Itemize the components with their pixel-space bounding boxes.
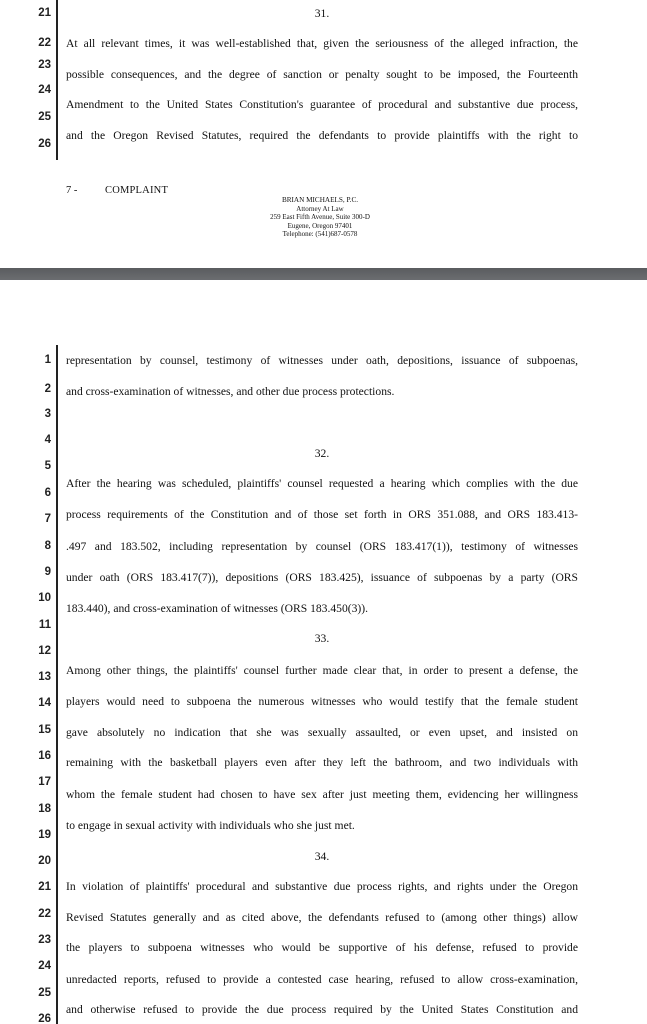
firm-block xyxy=(200,196,440,239)
line-number: 25 xyxy=(38,987,51,999)
line-number: 4 xyxy=(44,434,51,446)
text-line: under oath (ORS 183.417(7)), depositions (ORS 183.425), issuance of subpoenas by a party (ORS xyxy=(66,571,578,584)
left-margin-rule xyxy=(56,0,58,160)
paragraph-number: 33. xyxy=(314,632,330,645)
text-line: After the hearing was scheduled, plaintiffs' counsel requested a hearing which complies with the due xyxy=(66,477,578,490)
firm-city: Eugene, Oregon 97401 xyxy=(287,221,353,230)
paragraph-number: 32. xyxy=(314,447,330,460)
line-number: 20 xyxy=(38,855,51,867)
line-number: 19 xyxy=(38,829,51,841)
text-line: and the Oregon Revised Statutes, required the defendants to provide plaintiffs with the right to xyxy=(66,129,578,142)
line-number: 24 xyxy=(38,960,51,972)
line-number: 1 xyxy=(44,354,51,366)
line-number: 6 xyxy=(44,487,51,499)
line-number: 14 xyxy=(38,697,51,709)
text-line: players would need to subpoena the numerous witnesses who would testify that the female student xyxy=(66,695,578,708)
text-line: Among other things, the plaintiffs' counsel further made clear that, in order to present a defense, the xyxy=(66,664,578,677)
text-line: Amendment to the United States Constitution's guarantee of procedural and substantive due process, xyxy=(66,98,578,111)
firm-telephone: Telephone: (541)687-0578 xyxy=(282,230,358,239)
text-line: the players to subpoena witnesses who would be supportive of his defense, refused to provide xyxy=(66,941,578,954)
line-number: 11 xyxy=(38,619,51,631)
line-number: 26 xyxy=(38,138,51,150)
text-line: In violation of plaintiffs' procedural and substantive due process rights, and rights under the Oregon xyxy=(66,880,578,893)
text-line: At all relevant times, it was well-established that, given the seriousness of the alleged infraction, the xyxy=(66,37,578,50)
firm-name: BRIAN MICHAELS, P.C. xyxy=(281,196,359,204)
line-number: 16 xyxy=(38,750,51,762)
firm-address: 259 East Fifth Avenue, Suite 300-D xyxy=(270,213,370,222)
text-line: representation by counsel, testimony of witnesses under oath, depositions, issuance of subpoenas, xyxy=(66,354,578,367)
footer-page-number: 7 - xyxy=(66,185,78,196)
line-number: 24 xyxy=(38,84,51,96)
document-page-bottom xyxy=(0,280,647,1024)
page-separator xyxy=(0,268,647,280)
firm-title: Attorney At Law xyxy=(296,204,344,213)
line-number: 17 xyxy=(38,776,51,788)
line-number: 21 xyxy=(38,881,51,893)
line-number: 22 xyxy=(38,908,51,920)
line-number: 3 xyxy=(44,408,51,420)
text-line: 183.440), and cross-examination of witnesses (ORS 183.450(3)). xyxy=(66,602,369,615)
line-number: 2 xyxy=(44,383,51,395)
text-line: remaining with the basketball players even after they left the bathroom, and two individuals with xyxy=(66,756,578,769)
text-line: possible consequences, and the degree of sanction or penalty sought to be imposed, the Fourteenth xyxy=(66,68,578,81)
footer-label: COMPLAINT xyxy=(105,185,169,196)
document-page-top xyxy=(0,0,647,268)
text-line: and otherwise refused to provide the due process required by the United States Constitution and xyxy=(66,1003,578,1016)
text-line: process requirements of the Constitution and of those set forth in ORS 351.088, and ORS 183.413- xyxy=(66,508,578,521)
text-line: .497 and 183.502, including representation by counsel (ORS 183.417(1)), testimony of witnesses xyxy=(66,540,578,553)
text-line: to engage in sexual activity with individuals who she just met. xyxy=(66,819,355,832)
line-number: 18 xyxy=(38,803,51,815)
line-number: 25 xyxy=(38,111,51,123)
text-line: and cross-examination of witnesses, and other due process protections. xyxy=(66,385,395,398)
line-number: 23 xyxy=(38,59,51,71)
line-number: 26 xyxy=(38,1013,51,1024)
paragraph-number: 31. xyxy=(314,7,330,20)
text-line: unredacted reports, refused to provide a contested case hearing, refused to allow cross-examination, xyxy=(66,973,578,986)
paragraph-number: 34. xyxy=(314,850,330,863)
line-number: 22 xyxy=(38,37,51,49)
line-number: 8 xyxy=(44,540,51,552)
left-margin-rule xyxy=(56,345,58,1024)
line-number: 7 xyxy=(44,513,51,525)
line-number: 10 xyxy=(38,592,51,604)
text-line: whom the female student had chosen to have sex after just meeting them, evidencing her willingness xyxy=(66,788,578,801)
line-number: 13 xyxy=(38,671,51,683)
line-number: 23 xyxy=(38,934,51,946)
line-number: 12 xyxy=(38,645,51,657)
line-number: 9 xyxy=(44,566,51,578)
line-number: 5 xyxy=(44,460,51,472)
line-number: 15 xyxy=(38,724,51,736)
line-number: 21 xyxy=(38,7,51,19)
text-line: Revised Statutes generally and as cited above, the defendants refused to (among other things) allow xyxy=(66,911,578,924)
text-line: gave absolutely no indication that she was sexually assaulted, or even upset, and insisted on xyxy=(66,726,578,739)
